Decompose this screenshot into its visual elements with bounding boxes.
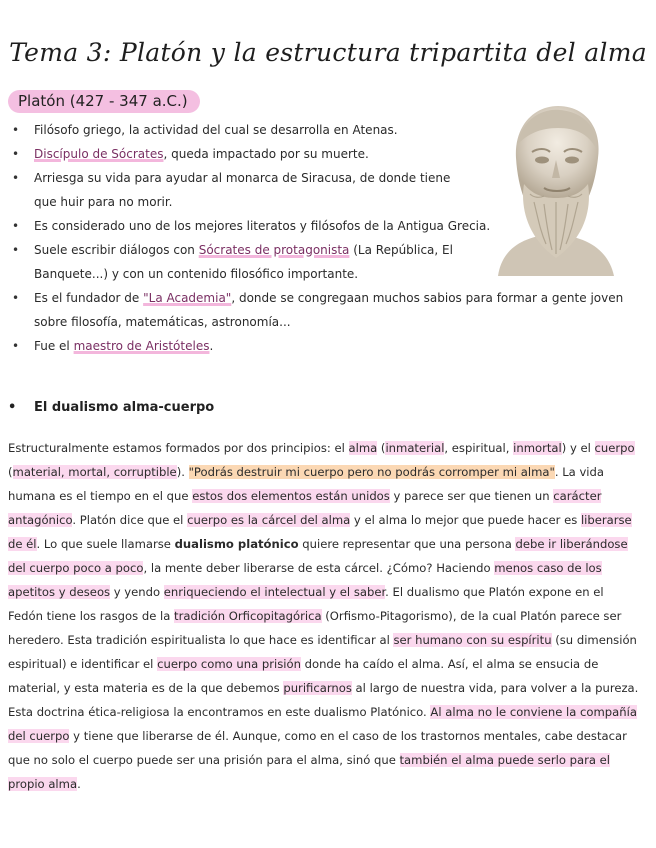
paragraph-text: Estructuralmente estamos formados por dos principios: el: [8, 440, 349, 455]
highlighted-text: Discípulo de Sócrates: [34, 147, 164, 161]
highlighted-text: alma: [348, 440, 378, 455]
paragraph-text: al largo de nuestra vida, para volver a la pureza. Esta doctrina ética-religiosa la encontramos en este dualismo Platónico.: [8, 680, 639, 719]
list-item: • Filósofo griego, la actividad del cual se desarrolla en Atenas.: [8, 118, 648, 142]
highlighted-text: purificarnos: [283, 680, 352, 695]
body-paragraph: [8, 436, 640, 796]
highlighted-text: inmortal: [513, 440, 562, 455]
paragraph-text: . La vida humana es el tiempo en el que: [8, 464, 604, 503]
highlighted-text: menos caso de los apetitos y deseos: [8, 560, 602, 599]
paragraph-text: (Orfismo-Pitagorismo), de la cual Platón parece ser heredero. Esta tradición espiritualista lo que hace es identificar al: [8, 608, 622, 647]
highlighted-text: maestro de Aristóteles: [73, 339, 210, 353]
highlighted-text: también el alma puede serlo para el propio alma: [8, 752, 610, 791]
list-item: • Es el fundador de "La Academia", donde se congregaan muchos sabios para formar a gente joven sobre filosofía, matemáticas, astronomía...: [8, 286, 648, 334]
highlighted-text: cuerpo: [594, 440, 635, 455]
highlighted-text: carácter antagónico: [8, 488, 602, 527]
author-badge: Platón (427 - 347 a.C.): [8, 90, 200, 113]
list-item: • Fue el maestro de Aristóteles.: [8, 334, 648, 358]
list-item: • Arriesga su vida para ayudar al monarca de Siracusa, de donde tiene que huir para no morir.: [8, 166, 474, 214]
paragraph-text: y parece ser que tienen un: [389, 488, 554, 503]
highlighted-text: Al alma no le conviene la compañía del cuerpo: [8, 704, 637, 743]
paragraph-text: donde ha caído el alma. Así, el alma se ensucia de material, y esta materia es de la que debemos: [8, 656, 599, 695]
paragraph-text: . El dualismo que Platón expone en el Fedón tiene los rasgos de la: [8, 584, 604, 623]
paragraph-text: . Platón dice que el: [72, 512, 188, 527]
paragraph-text: (su dimensión espiritual) e identificar el: [8, 632, 637, 671]
paragraph-text: ).: [176, 464, 189, 479]
page-title: Tema 3: Platón y la estructura tripartita del alma: [9, 38, 647, 67]
paragraph-text: (: [8, 464, 13, 479]
bullet-dot: •: [8, 400, 17, 415]
list-item: • Es considerado uno de los mejores literatos y filósofos de la Antigua Grecia.: [8, 214, 648, 238]
paragraph-text: quiere representar que una persona: [298, 536, 516, 551]
paragraph-text: (: [377, 440, 386, 455]
list-item: • Suele escribir diálogos con Sócrates de protagonista (La República, El Banquete...) y con un contenido filosófico importante.: [8, 238, 474, 286]
highlighted-text: Sócrates de protagonista: [198, 243, 350, 257]
highlighted-text: tradición Orficopitagórica: [174, 608, 322, 623]
highlighted-text: material, mortal, corruptible: [12, 464, 177, 479]
bold-term: dualismo platónico: [174, 536, 299, 551]
section-heading: • El dualismo alma-cuerpo: [8, 400, 215, 415]
list-item: • Discípulo de Sócrates, queda impactado por su muerte.: [8, 142, 648, 166]
paragraph-text: y tiene que liberarse de él. Aunque, como en el caso de los trastornos mentales, cabe destacar que no solo el cuerpo puede ser una prisión para el alma, sinó que: [8, 728, 627, 767]
highlighted-text: debe ir liberándose del cuerpo poco a poco: [8, 536, 628, 575]
highlighted-text: cuerpo como una prisión: [157, 656, 301, 671]
paragraph-text: . Lo que suele llamarse: [36, 536, 175, 551]
highlighted-text: estos dos elementos están unidos: [192, 488, 390, 503]
highlighted-text: liberarse de él: [8, 512, 632, 551]
paragraph-text: , espiritual,: [444, 440, 514, 455]
highlighted-quote: "Podrás destruir mi cuerpo pero no podrás corromper mi alma": [188, 464, 555, 479]
paragraph-text: ) y el: [561, 440, 595, 455]
highlighted-text: ser humano con su espíritu: [393, 632, 552, 647]
biography-list: [8, 118, 648, 358]
paragraph-text: , la mente deber liberarse de esta cárcel. ¿Cómo? Haciendo: [143, 560, 495, 575]
highlighted-text: enriqueciendo el intelectual y el saber: [163, 584, 386, 599]
paragraph-text: .: [77, 776, 81, 791]
paragraph-text: y el alma lo mejor que puede hacer es: [350, 512, 581, 527]
paragraph-text: y yendo: [110, 584, 164, 599]
highlighted-text: "La Academia": [143, 291, 232, 305]
highlighted-text: cuerpo es la cárcel del alma: [187, 512, 351, 527]
highlighted-text: inmaterial: [385, 440, 445, 455]
